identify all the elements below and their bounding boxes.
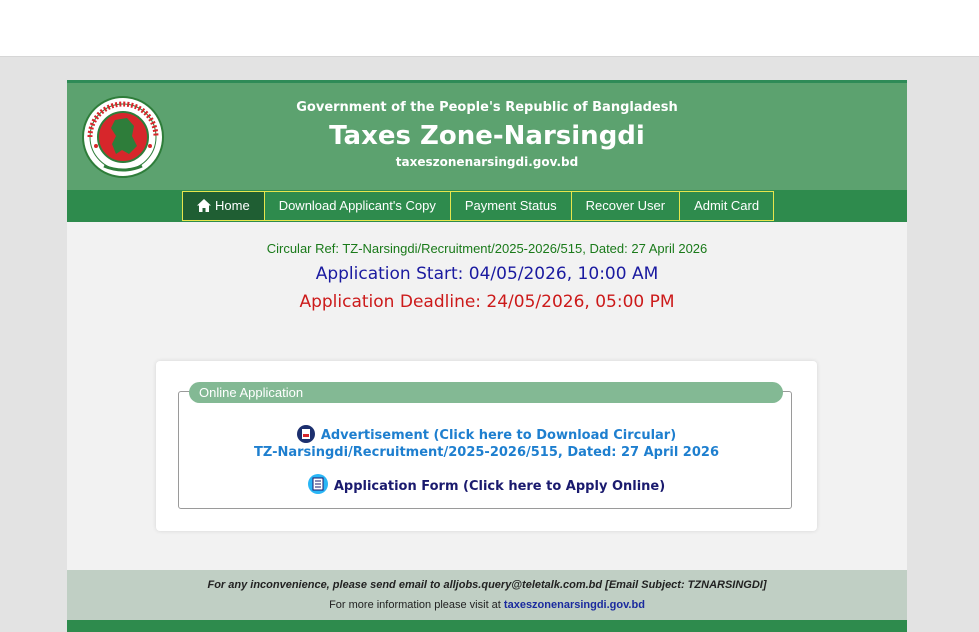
government-line: Government of the People's Republic of Bangladesh [296,100,678,115]
nav-download-applicant-copy[interactable]: Download Applicant's Copy [264,191,451,221]
pdf-icon [297,425,315,443]
site-footer [67,570,907,620]
application-form-link[interactable] [156,474,817,494]
footer-bottom-bar [67,620,907,632]
circular-ref: Circular Ref: TZ-Narsingdi/Recruitment/2025-2026/515, Dated: 27 April 2026 [266,241,708,256]
home-icon [197,199,211,212]
site-domain: taxeszonenarsingdi.gov.bd [395,155,579,169]
footer-contact-note: For any inconvenience, please send email to alljobs.query@teletalk.com.bd [Email Subject: TZNARSINGDI] [207,579,767,591]
nav-admit-card[interactable]: Admit Card [679,191,774,221]
application-deadline: Application Deadline: 24/05/2026, 05:00 PM [299,292,675,312]
site-title: Taxes Zone-Narsingdi [329,121,645,151]
form-icon [308,474,328,494]
nav-payment-status[interactable]: Payment Status [450,191,572,221]
footer-more-info-text: For more information please visit at [329,599,504,611]
browser-top-area [0,0,979,57]
application-form-link-label: Application Form (Click here to Apply Online) [333,479,666,494]
footer-website-link[interactable]: taxeszonenarsingdi.gov.bd [503,599,645,611]
main-navbar [67,190,907,222]
nav-home[interactable] [182,191,265,221]
application-start: Application Start: 04/05/2026, 10:00 AM [315,264,659,284]
site-header [67,80,907,190]
online-application-card [156,361,817,531]
advertisement-ref-link[interactable]: TZ-Narsingdi/Recruitment/2025-2026/515, Dated: 27 April 2026 [254,445,719,460]
page-container [67,80,907,632]
advertisement-link-label: Advertisement (Click here to Download Circular) [320,428,677,443]
nav-recover-user[interactable]: Recover User [571,191,680,221]
online-application-legend: Online Application [189,382,783,403]
nav-home-label: Home [215,198,250,213]
advertisement-link[interactable] [156,425,817,443]
footer-more-info [67,599,907,611]
